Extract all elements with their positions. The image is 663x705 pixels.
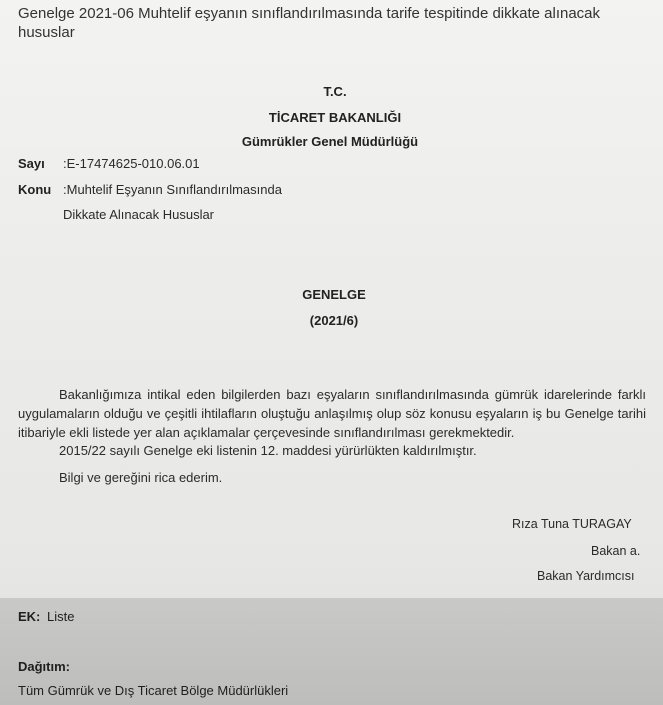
sayi-value: :E-17474625-010.06.01	[63, 156, 200, 171]
signatory-authority: Bakan a.	[591, 544, 641, 558]
header-country: T.C.	[323, 84, 347, 99]
document-title: GENELGE	[302, 287, 366, 302]
distribution-value: Tüm Gümrük ve Dış Ticaret Bölge Müdürlükleri	[18, 683, 289, 698]
sayi-label: Sayı	[18, 156, 45, 171]
attachment-label: EK:	[18, 609, 41, 624]
distribution-label: Dağıtım:	[18, 659, 70, 674]
body-paragraph-1: Bakanlığımıza intikal eden bilgilerden bazı eşyaların sınıflandırılmasında gümrük idarelerinde farklı uygulamaların olduğu ve çeşitli ihtilafların oluştuğu anlaşılmış olup söz konusu eşyaların iş bu Genelge tarihi itibariyle ekli listede yer alan açıklamalar çerçevesinde sınıflandırılması gerekmektedir.	[18, 387, 646, 440]
signatory-title: Bakan Yardımcısı	[537, 569, 635, 583]
attachment-value: Liste	[47, 609, 75, 624]
body-paragraph-2: 2015/22 sayılı Genelge eki listenin 12. maddesi yürürlükten kaldırılmıştır.	[59, 443, 477, 458]
document-number: (2021/6)	[309, 313, 359, 328]
header-ministry: TİCARET BAKANLIĞI	[268, 110, 402, 125]
signatory-name: Rıza Tuna TURAGAY	[512, 517, 632, 531]
konu-value-line2: Dikkate Alınacak Hususlar	[63, 207, 215, 222]
header-directorate: Gümrükler Genel Müdürlüğü	[241, 134, 419, 149]
konu-label: Konu	[18, 182, 52, 197]
konu-value-line1: :Muhtelif Eşyanın Sınıflandırılmasında	[63, 182, 282, 197]
body-paragraph-3: Bilgi ve gereğini rica ederim.	[59, 470, 223, 485]
image-caption: Genelge 2021-06 Muhtelif eşyanın sınıflandırılmasında tarife tespitinde dikkate alınacak hususlar	[18, 5, 601, 41]
